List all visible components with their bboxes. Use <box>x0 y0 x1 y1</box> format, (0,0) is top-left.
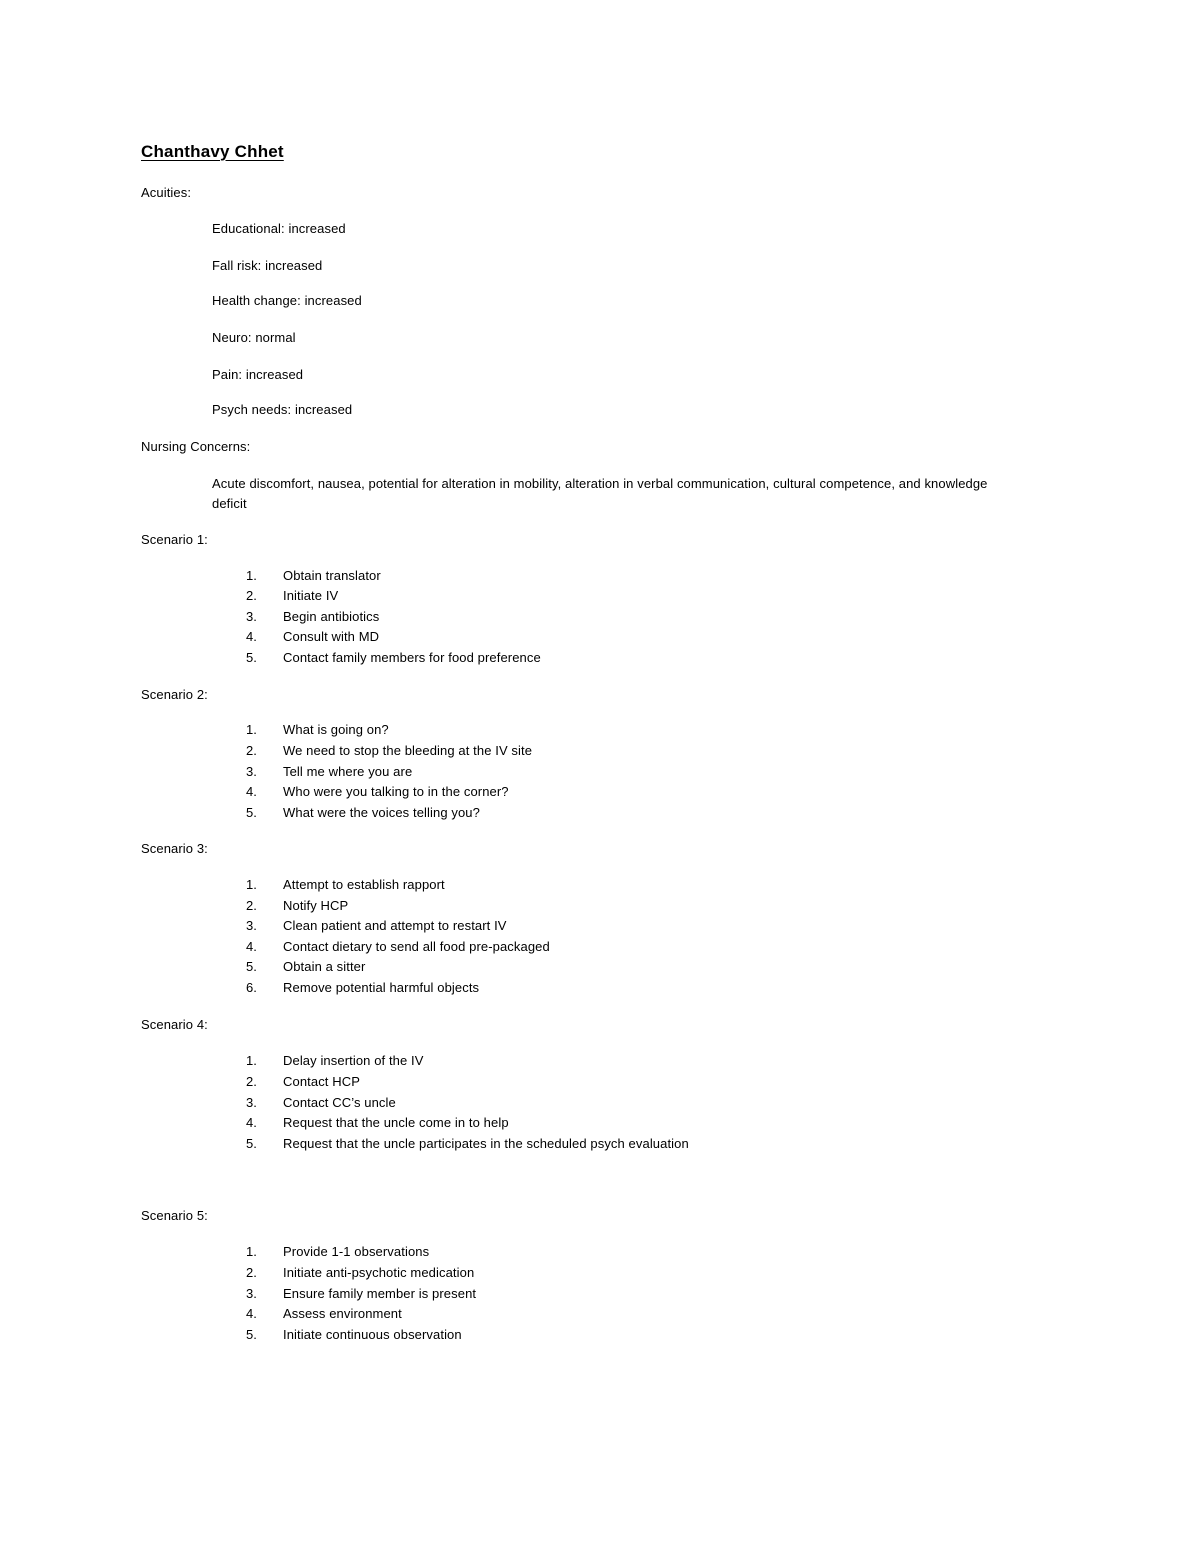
list-number: 2. <box>246 588 257 603</box>
list-item: Remove potential harmful objects <box>283 980 480 995</box>
nursing-concerns-text: Acute discomfort, nausea, potential for alteration in mobility, alteration in verbal communication, cultural competence, and knowledge deficit <box>212 476 988 511</box>
list-number: 3. <box>246 764 257 779</box>
list-number: 2. <box>246 1074 257 1089</box>
list-number: 3. <box>246 1095 257 1110</box>
list-number: 3. <box>246 1286 257 1301</box>
acuity-item: Educational: increased <box>212 221 346 236</box>
acuity-item: Pain: increased <box>212 367 304 382</box>
list-number: 6. <box>246 980 257 995</box>
acuity-item: Neuro: normal <box>212 330 296 345</box>
list-item: Consult with MD <box>283 629 380 644</box>
acuity-item: Health change: increased <box>212 293 362 308</box>
list-number: 1. <box>246 722 257 737</box>
list-number: 5. <box>246 1327 257 1342</box>
scenario-heading: Scenario 2: <box>141 687 208 702</box>
list-item: Obtain a sitter <box>283 959 366 974</box>
list-number: 5. <box>246 959 257 974</box>
list-item: What were the voices telling you? <box>283 805 480 820</box>
list-number: 4. <box>246 939 257 954</box>
list-number: 4. <box>246 784 257 799</box>
list-item: Ensure family member is present <box>283 1286 477 1301</box>
list-number: 1. <box>246 568 257 583</box>
list-number: 1. <box>246 1053 257 1068</box>
list-number: 2. <box>246 898 257 913</box>
list-number: 1. <box>246 877 257 892</box>
list-number: 2. <box>246 743 257 758</box>
list-item: Who were you talking to in the corner? <box>283 784 509 799</box>
list-item: Request that the uncle participates in the scheduled psych evaluation <box>283 1136 689 1151</box>
list-item: Contact dietary to send all food pre-packaged <box>283 939 550 954</box>
list-number: 1. <box>246 1244 257 1259</box>
scenario-heading: Scenario 1: <box>141 532 208 547</box>
list-item: Delay insertion of the IV <box>283 1053 424 1068</box>
list-item: Assess environment <box>283 1306 402 1321</box>
list-number: 3. <box>246 609 257 624</box>
list-item: Provide 1-1 observations <box>283 1244 430 1259</box>
list-number: 5. <box>246 1136 257 1151</box>
list-item: Attempt to establish rapport <box>283 877 445 892</box>
scenario-heading: Scenario 3: <box>141 841 208 856</box>
list-item: Obtain translator <box>283 568 381 583</box>
list-number: 2. <box>246 1265 257 1280</box>
list-number: 4. <box>246 1306 257 1321</box>
list-item: Begin antibiotics <box>283 609 380 624</box>
list-item: Clean patient and attempt to restart IV <box>283 918 507 933</box>
list-item: Initiate IV <box>283 588 339 603</box>
list-item: Contact CC’s uncle <box>283 1095 396 1110</box>
list-item: What is going on? <box>283 722 389 737</box>
scenario-heading: Scenario 5: <box>141 1208 208 1223</box>
list-number: 4. <box>246 629 257 644</box>
list-item: We need to stop the bleeding at the IV site <box>283 743 533 758</box>
list-item: Contact family members for food preference <box>283 650 541 665</box>
list-item: Notify HCP <box>283 898 349 913</box>
list-item: Tell me where you are <box>283 764 413 779</box>
list-item: Contact HCP <box>283 1074 360 1089</box>
nursing-concerns-heading: Nursing Concerns: <box>141 439 251 454</box>
scenario-heading: Scenario 4: <box>141 1017 208 1032</box>
acuities-heading: Acuities: <box>141 185 192 200</box>
document-title: Chanthavy Chhet <box>141 142 284 161</box>
list-item: Request that the uncle come in to help <box>283 1115 509 1130</box>
list-item: Initiate continuous observation <box>283 1327 462 1342</box>
acuity-item: Fall risk: increased <box>212 258 323 273</box>
list-item: Initiate anti-psychotic medication <box>283 1265 475 1280</box>
list-number: 4. <box>246 1115 257 1130</box>
list-number: 5. <box>246 805 257 820</box>
list-number: 3. <box>246 918 257 933</box>
list-number: 5. <box>246 650 257 665</box>
acuity-item: Psych needs: increased <box>212 402 353 417</box>
